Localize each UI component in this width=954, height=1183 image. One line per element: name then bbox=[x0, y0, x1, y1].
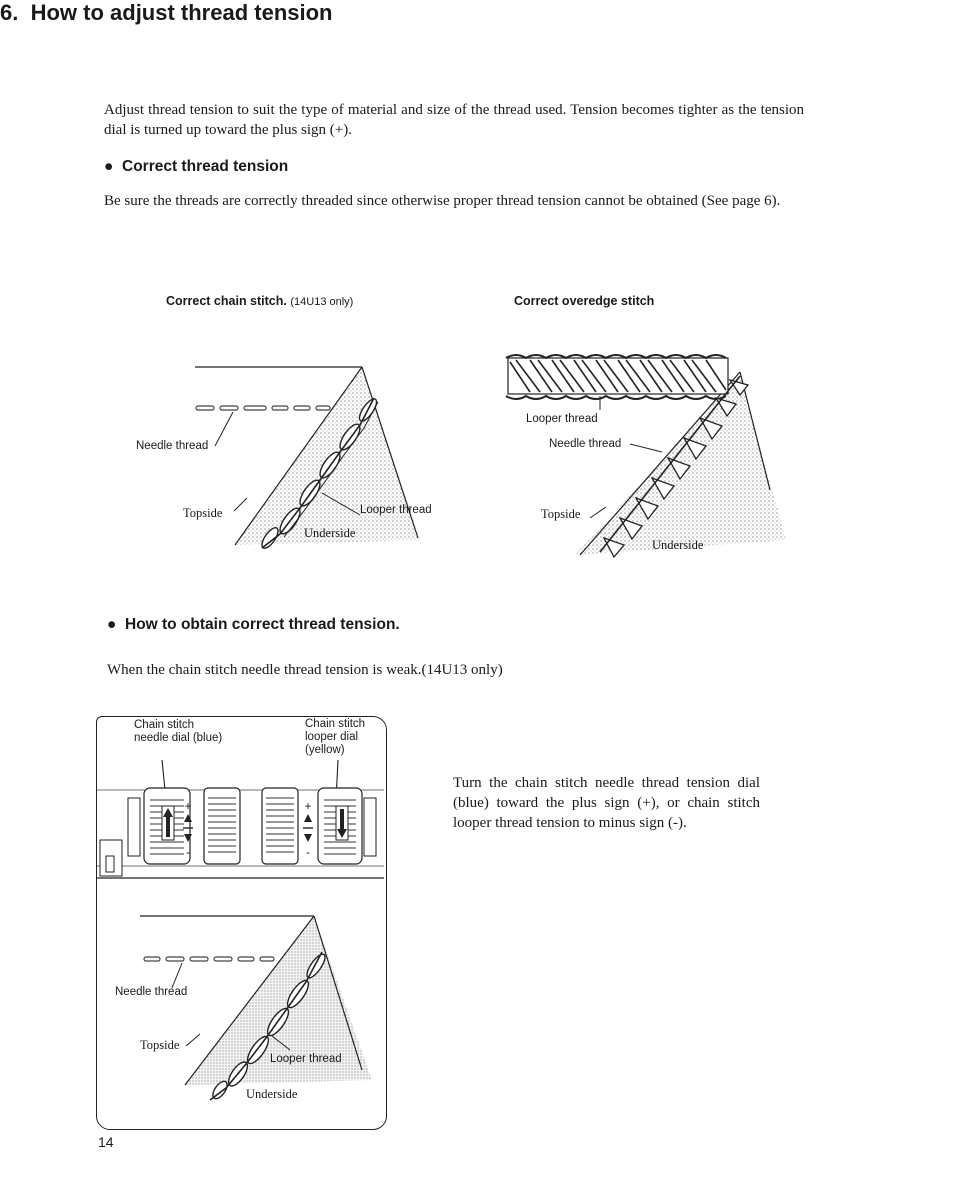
instruction-paragraph: Turn the chain stitch needle thread tension dial (blue) toward the plus sign (+), or chain stitch looper thread tension to minus sign (-). bbox=[453, 775, 760, 831]
intro-paragraph: Adjust thread tension to suit the type of material and size of the thread used. Tension becomes tighter as the tension dial is turned up toward the plus sign (+). bbox=[104, 102, 804, 138]
svg-text:-: - bbox=[186, 845, 190, 859]
svg-text:+: + bbox=[304, 799, 312, 813]
bullet-icon: ● bbox=[107, 616, 117, 633]
overedge-needle-thread-label: Needle thread bbox=[549, 438, 622, 450]
chain-needle-thread-label: Needle thread bbox=[136, 440, 209, 452]
looper-tension-dial-icon bbox=[318, 788, 376, 864]
chain-underside-label: Underside bbox=[304, 526, 356, 540]
needle-dial-label: Chain stitch needle dial (blue) bbox=[134, 719, 223, 744]
overedge-looper-thread-label: Looper thread bbox=[526, 413, 598, 425]
weak-tension-case-text: When the chain stitch needle thread tension is weak.(14U13 only) bbox=[107, 662, 503, 678]
chain-topside-label: Topside bbox=[183, 506, 223, 520]
panel-topside-label: Topside bbox=[140, 1038, 180, 1052]
page-number: 14 bbox=[98, 1134, 114, 1150]
svg-text:+: + bbox=[184, 799, 192, 813]
svg-text:-: - bbox=[306, 845, 310, 859]
panel-looper-thread-label: Looper thread bbox=[270, 1053, 342, 1065]
overedge-underside-label: Underside bbox=[652, 538, 704, 552]
section-title-text: How to adjust thread tension bbox=[30, 0, 333, 25]
bullet-icon: ● bbox=[104, 158, 114, 175]
section-number: 6. bbox=[0, 0, 19, 25]
correct-tension-paragraph: Be sure the threads are correctly threaded since otherwise proper thread tension cannot be obtained (See page 6). bbox=[104, 193, 781, 209]
chain-caption-note: (14U13 only) bbox=[290, 296, 354, 308]
panel-underside-label: Underside bbox=[246, 1087, 298, 1101]
needle-tension-dial-icon bbox=[128, 788, 190, 864]
looper-dial-label: Chain stitch looper dial (yellow) bbox=[305, 718, 366, 756]
correct-tension-heading-text: Correct thread tension bbox=[122, 158, 289, 175]
panel-needle-thread-label: Needle thread bbox=[115, 986, 188, 998]
chain-caption-text: Correct chain stitch. bbox=[166, 294, 287, 308]
chain-looper-thread-label: Looper thread bbox=[360, 504, 432, 516]
overedge-topside-label: Topside bbox=[541, 507, 581, 521]
obtain-heading-text: How to obtain correct thread tension. bbox=[125, 616, 400, 633]
overedge-figure-caption: Correct overedge stitch bbox=[514, 294, 655, 308]
